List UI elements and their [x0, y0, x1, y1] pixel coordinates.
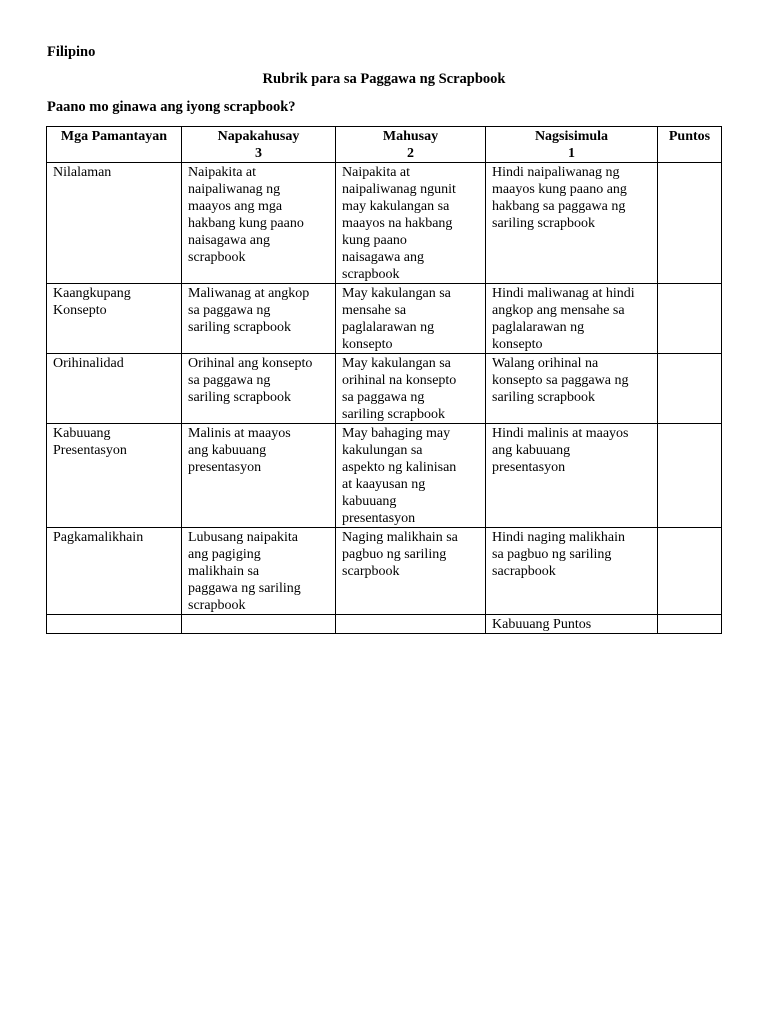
level-2-cell: Naipakita at naipaliwanag ngunit may kakulangan sa maayos na hakbang kung paano naisagawa ang scrapbook	[336, 163, 486, 284]
column-header-criteria	[47, 127, 182, 163]
level-3-cell: Naipakita at naipaliwanag ng maayos ang mga hakbang kung paano naisagawa ang scrapbook	[182, 163, 336, 284]
level-1-cell: Walang orihinal na konsepto sa paggawa ng sariling scrapbook	[486, 354, 658, 424]
level-2-cell: Naging malikhain sa pagbuo ng sariling scarpbook	[336, 528, 486, 615]
criterion-cell: Kabuuang Presentasyon	[47, 424, 182, 528]
level-1-cell: Hindi naging malikhain sa pagbuo ng sariling sacrapbook	[486, 528, 658, 615]
level-3-cell: Orihinal ang konsepto sa paggawa ng sariling scrapbook	[182, 354, 336, 424]
criterion-cell: Kaangkupang Konsepto	[47, 284, 182, 354]
column-header-label: Mga Pamantayan	[60, 129, 168, 144]
column-header-score: 2	[407, 146, 414, 161]
level-1-cell: Hindi malinis at maayos ang kabuuang presentasyon	[486, 424, 658, 528]
column-header-points	[658, 127, 722, 163]
total-points-cell[interactable]	[658, 615, 722, 634]
empty-cell	[336, 615, 486, 634]
criterion-cell: Nilalaman	[47, 163, 182, 284]
total-row	[47, 615, 722, 634]
points-cell[interactable]	[658, 424, 722, 528]
column-header-score: 1	[568, 146, 575, 161]
subject-label: Filipino	[47, 44, 96, 60]
level-2-cell: May kakulangan sa mensahe sa paglalarawan ng konsepto	[336, 284, 486, 354]
column-header-level-2	[336, 127, 486, 163]
empty-cell	[47, 615, 182, 634]
table-row	[47, 424, 722, 528]
rubric-table	[46, 126, 722, 634]
column-header-label: Mahusay	[382, 129, 439, 144]
level-2-cell: May bahaging may kakulungan sa aspekto ng kalinisan at kaayusan ng kabuuang presentasyon	[336, 424, 486, 528]
level-3-cell: Lubusang naipakita ang pagiging malikhain sa paggawa ng sariling scrapbook	[182, 528, 336, 615]
empty-cell	[182, 615, 336, 634]
column-header-label: Puntos	[668, 129, 711, 144]
points-cell[interactable]	[658, 284, 722, 354]
page-title: Rubrik para sa Paggawa ng Scrapbook	[262, 71, 506, 87]
points-cell[interactable]	[658, 528, 722, 615]
column-header-level-3	[182, 127, 336, 163]
guide-question: Paano mo ginawa ang iyong scrapbook?	[47, 99, 296, 115]
total-points-label: Kabuuang Puntos	[486, 615, 658, 634]
level-1-cell: Hindi naipaliwanag ng maayos kung paano ang hakbang sa paggawa ng sariling scrapbook	[486, 163, 658, 284]
header-row	[47, 127, 722, 163]
column-header-score: 3	[255, 146, 262, 161]
level-2-cell: May kakulangan sa orihinal na konsepto sa paggawa ng sariling scrapbook	[336, 354, 486, 424]
column-header-label: Napakahusay	[217, 129, 300, 144]
points-cell[interactable]	[658, 163, 722, 284]
criterion-cell: Orihinalidad	[47, 354, 182, 424]
points-cell[interactable]	[658, 354, 722, 424]
table-row	[47, 528, 722, 615]
criterion-cell: Pagkamalikhain	[47, 528, 182, 615]
column-header-level-1	[486, 127, 658, 163]
column-header-label: Nagsisimula	[534, 129, 609, 144]
table-row	[47, 284, 722, 354]
table-row	[47, 163, 722, 284]
level-3-cell: Malinis at maayos ang kabuuang presentasyon	[182, 424, 336, 528]
table-row	[47, 354, 722, 424]
level-3-cell: Maliwanag at angkop sa paggawa ng sariling scrapbook	[182, 284, 336, 354]
level-1-cell: Hindi maliwanag at hindi angkop ang mensahe sa paglalarawan ng konsepto	[486, 284, 658, 354]
